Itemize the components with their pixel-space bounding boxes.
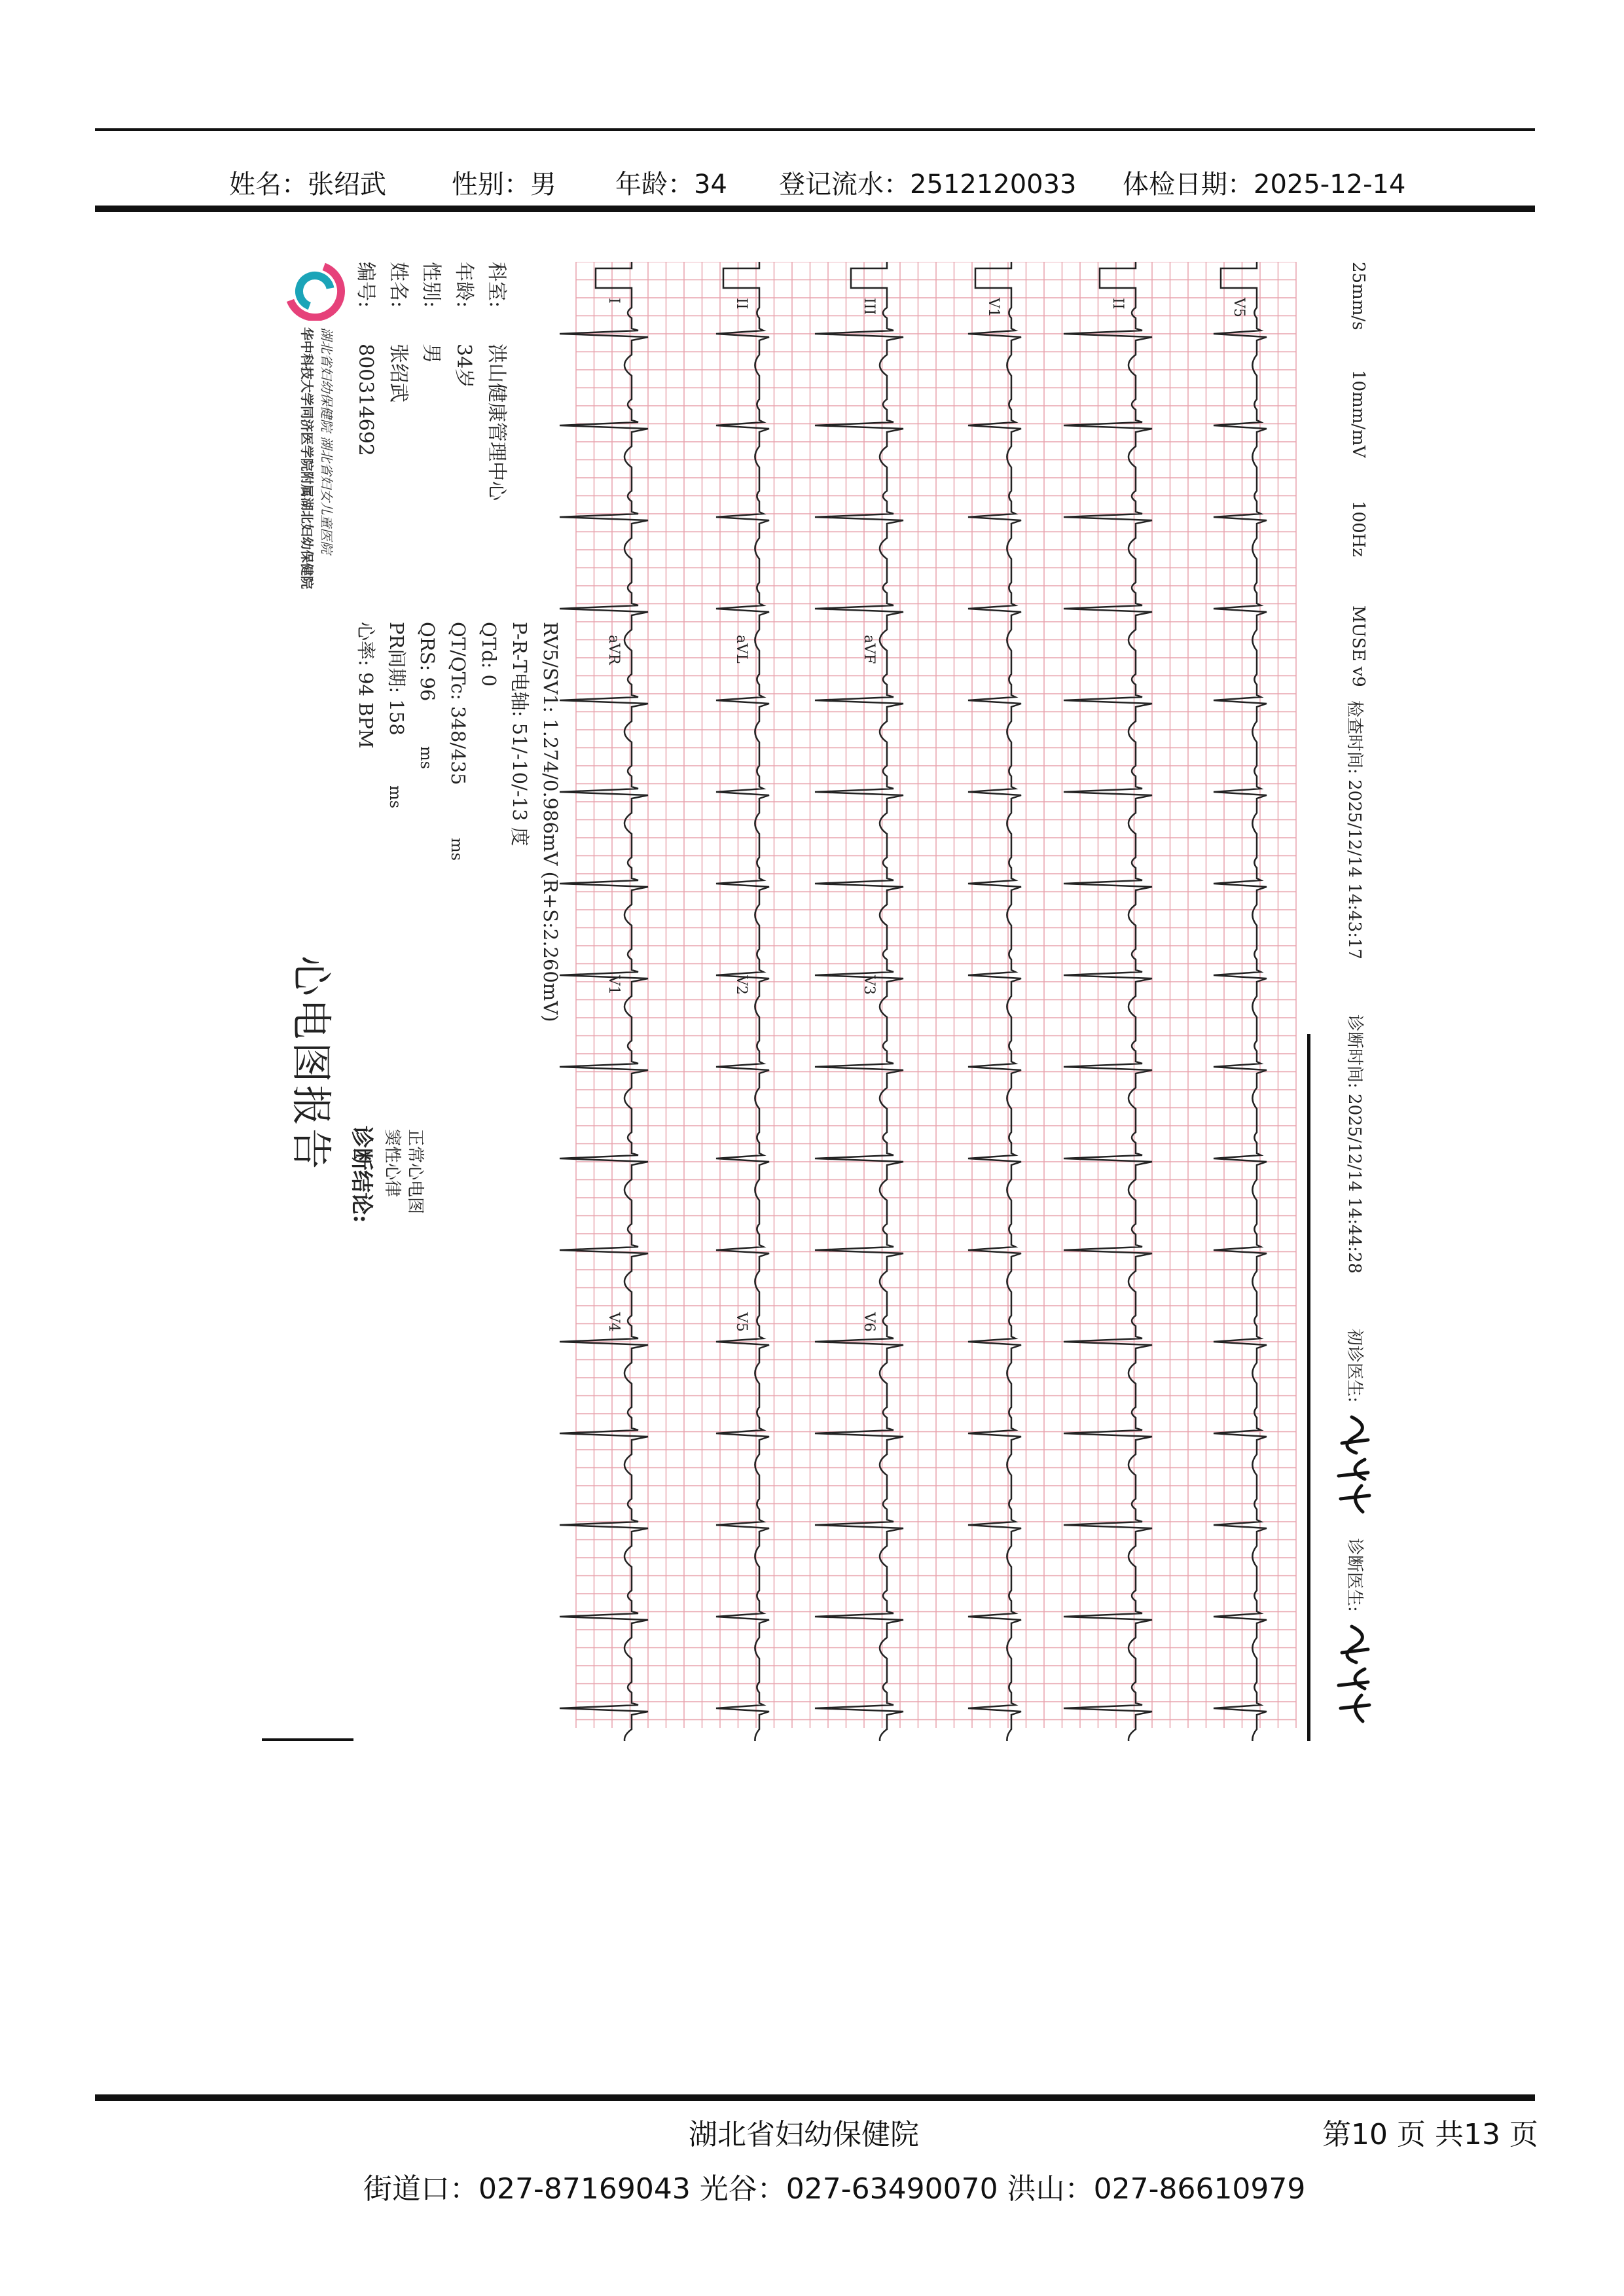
lead-label: II: [1110, 298, 1126, 310]
exam-time: 检查时间: 2025/12/14 14:43:17: [1344, 700, 1364, 960]
footer-top-rule: [95, 2094, 1535, 2101]
ecg-report: [262, 262, 1375, 1741]
diagnosis-doctor-signature: [1335, 1623, 1375, 1728]
report-side-rule: [1307, 1034, 1310, 1741]
ecg-trace: [968, 262, 1021, 1741]
dept-label: 科室:: [485, 262, 508, 308]
footer-hospital: 湖北省妇幼保健院: [689, 2118, 919, 2151]
lead-label: V1: [605, 975, 622, 995]
age-label: 年龄:: [452, 262, 475, 308]
ecg-report-rotated: [262, 262, 1375, 1741]
lead-label: III: [861, 298, 877, 315]
pr-interval: PR间期: 158: [386, 622, 408, 736]
conclusion-item: 正常心电图: [405, 1129, 425, 1215]
ecg-grid: [262, 262, 1375, 1741]
footer-phones: 街道口：027-87169043 光谷：027-63490070 洪山：027-86610979: [363, 2172, 1306, 2206]
pr-unit: ms: [386, 785, 405, 809]
lead-label: V6: [861, 1312, 877, 1332]
ecg-trace: [560, 262, 648, 1741]
lead-label: aVL: [733, 635, 749, 664]
qt-unit: ms: [448, 838, 466, 861]
filter: 100Hz: [1348, 501, 1368, 557]
qrs-unit: ms: [417, 746, 435, 770]
patient-gender: 性别：男: [452, 170, 556, 200]
ecg-trace: [716, 262, 769, 1741]
ecg-trace: [1214, 262, 1267, 1741]
lead-label: aVR: [605, 635, 622, 665]
lead-label: V4: [605, 1312, 622, 1332]
report-title: 心电图报告: [287, 956, 335, 1172]
lead-label: V3: [861, 975, 877, 995]
rv5-sv1: RV5/SV1: 1.274/0.986mV (R+S:2.260mV): [539, 622, 562, 1022]
lead-label: V5: [1231, 298, 1247, 317]
patient-name: 姓名：张绍武: [229, 170, 386, 200]
lead-label: II: [733, 298, 749, 310]
dept-value: 洪山健康管理中心: [485, 344, 508, 501]
registration-serial: 登记流水：2512120033: [779, 170, 1077, 200]
diagnosis-time: 诊断时间: 2025/12/14 14:44:28: [1344, 1014, 1364, 1274]
lead-label: V5: [733, 1312, 749, 1332]
name-label: 姓名:: [387, 262, 410, 308]
paper-speed: 25mm/s: [1348, 262, 1368, 331]
gender-label: 性别:: [420, 262, 442, 308]
header-top-rule: [95, 128, 1535, 131]
lead-label: I: [605, 298, 622, 304]
ecg-trace: [1064, 262, 1152, 1741]
header-bottom-rule: [95, 206, 1535, 212]
qtd: QTd: 0: [478, 622, 500, 687]
lead-label: V1: [985, 298, 1001, 317]
exam-date: 体检日期：2025-12-14: [1123, 170, 1406, 200]
patient-info-row: [229, 164, 1473, 206]
hospital-name-cn: 华中科技大学同济医学院附属湖北妇幼保健院: [299, 327, 315, 589]
id-value: 800314692: [354, 344, 377, 456]
lead-label: V2: [733, 975, 749, 995]
first-doctor-label: 初诊医生:: [1344, 1329, 1364, 1403]
conclusion-label: 诊断结论:: [348, 1126, 374, 1223]
qrs-duration: QRS: 96: [416, 622, 439, 702]
heart-rate: 心率: 94 BPM: [355, 622, 377, 749]
gender-value: 男: [420, 344, 442, 363]
software-version: MUSE v9: [1348, 605, 1368, 687]
conclusion-item: 窦性心律: [382, 1129, 402, 1198]
lead-label: aVF: [861, 635, 877, 664]
prt-axis: P-R-T电轴: 51/-10/-13 度: [509, 622, 531, 846]
page-number: 第10 页 共13 页: [1322, 2118, 1538, 2151]
qt-qtc: QT/QTc: 348/435: [447, 622, 469, 785]
gain: 10mm/mV: [1348, 370, 1368, 458]
age-value: 34岁: [452, 344, 475, 389]
name-value: 张绍武: [387, 344, 410, 403]
diagnosis-doctor-label: 诊断医生:: [1344, 1538, 1364, 1612]
hospital-name-sub: 湖北省妇幼保健院 湖北省妇女儿童医院: [319, 327, 334, 554]
first-doctor-signature: [1335, 1414, 1375, 1518]
id-label: 编号:: [354, 262, 377, 308]
patient-age: 年龄：34: [615, 170, 727, 200]
